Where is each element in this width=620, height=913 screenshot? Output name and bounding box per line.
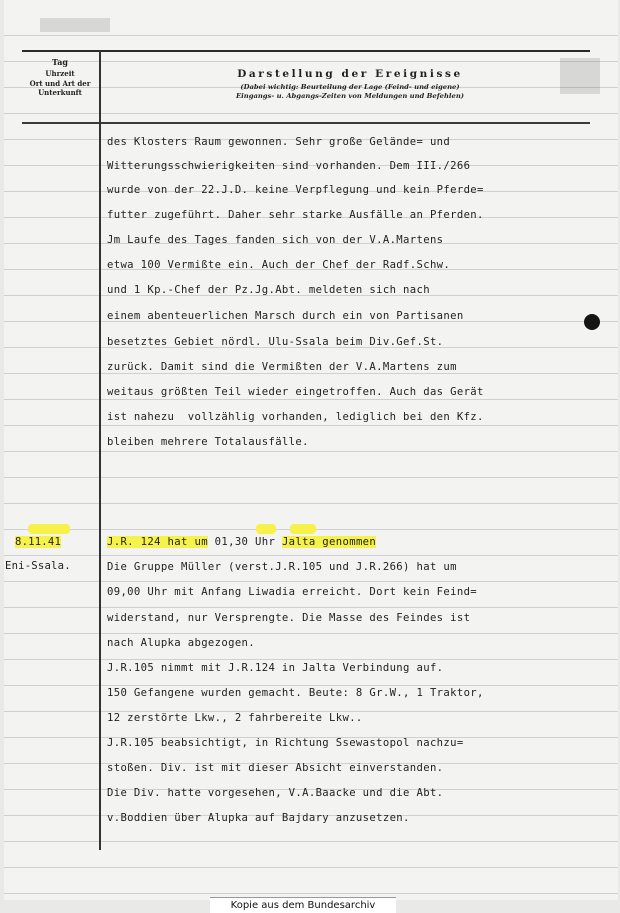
archive-footer: Kopie aus dem Bundesarchiv: [210, 897, 396, 913]
text-line: und 1 Kp.-Chef der Pz.Jg.Abt. meldeten sich nach: [107, 284, 430, 296]
text-line: Jm Laufe des Tages fanden sich von der V.A.Martens: [107, 234, 444, 246]
text-line: widerstand, nur Versprengte. Die Masse des Feindes ist: [107, 612, 471, 624]
text-line: 12 zerstörte Lkw., 2 fahrbereite Lkw..: [107, 712, 363, 724]
text-line: des Klosters Raum gewonnen. Sehr große Gelände= und: [107, 136, 451, 148]
header-subtitle-2: Eingangs- u. Abgangs-Zeiten von Meldungen und Befehlen): [236, 92, 464, 100]
main-column-header: [140, 68, 560, 101]
header-title: Darstellung der Ereignisse: [237, 68, 463, 80]
text-line: nach Alupka abgezogen.: [107, 637, 256, 649]
text-line: futter zugeführt. Daher sehr starke Ausfälle an Pferden.: [107, 209, 484, 221]
text-line-highlighted: J.R. 124 hat um 01,30 Uhr Jalta genommen: [107, 536, 377, 548]
text-line: weitaus größten Teil wieder eingetroffen. Auch das Gerät: [107, 386, 484, 398]
highlight-mark: [28, 524, 70, 534]
text-line: besetztes Gebiet nördl. Ulu-Ssala beim Div.Gef.St.: [107, 336, 444, 348]
text-line: v.Boddien über Alupka auf Bajdary anzusetzen.: [107, 812, 410, 824]
text-line: etwa 100 Vermißte ein. Auch der Chef der Radf.Schw.: [107, 259, 451, 271]
header-bottom-rule: [22, 122, 590, 124]
text-line: wurde von der 22.J.D. keine Verpflegung und kein Pferde=: [107, 184, 484, 196]
table-top-rule: [22, 50, 590, 52]
text-line: 09,00 Uhr mit Anfang Liwadia erreicht. Dort kein Feind=: [107, 586, 478, 598]
entry-date: 8.11.41: [15, 536, 62, 548]
bleed-through-mark: [560, 58, 600, 94]
text-line: J.R.105 beabsichtigt, in Richtung Ssewastopol nachzu=: [107, 737, 464, 749]
text-line: Die Gruppe Müller (verst.J.R.105 und J.R.266) hat um: [107, 561, 457, 573]
text-line: ist nahezu vollzählig vorhanden, lediglich bei den Kfz.: [107, 411, 484, 423]
text-line: zurück. Damit sind die Vermißten der V.A.Martens zum: [107, 361, 457, 373]
bleed-through-mark: [40, 18, 110, 32]
ort-label: Ort und Art der Unterkunft: [29, 79, 91, 97]
text-line: J.R.105 nimmt mit J.R.124 in Jalta Verbindung auf.: [107, 662, 444, 674]
text-line: bleiben mehrere Totalausfälle.: [107, 436, 309, 448]
text-line: stoßen. Div. ist mit dieser Absicht einverstanden.: [107, 762, 444, 774]
left-column-header: [22, 58, 98, 97]
text-line: einem abenteuerlichen Marsch durch ein von Partisanen: [107, 310, 464, 322]
text-line: Die Div. hatte vorgesehen, V.A.Baacke und die Abt.: [107, 787, 444, 799]
tag-label: Tag: [52, 57, 68, 67]
column-divider: [99, 50, 101, 850]
header-subtitle-1: (Dabei wichtig: Beurteilung der Lage (Feind- und eigene): [240, 83, 460, 91]
entry-place: Eni-Ssala.: [5, 560, 71, 572]
highlight-mark: [290, 524, 316, 534]
highlight-mark: [256, 524, 276, 534]
text-line: Witterungsschwierigkeiten sind vorhanden. Dem III./266: [107, 160, 471, 172]
uhrzeit-label: Uhrzeit: [45, 69, 75, 78]
text-line: 150 Gefangene wurden gemacht. Beute: 8 Gr.W., 1 Traktor,: [107, 687, 484, 699]
punch-hole: [584, 314, 600, 330]
